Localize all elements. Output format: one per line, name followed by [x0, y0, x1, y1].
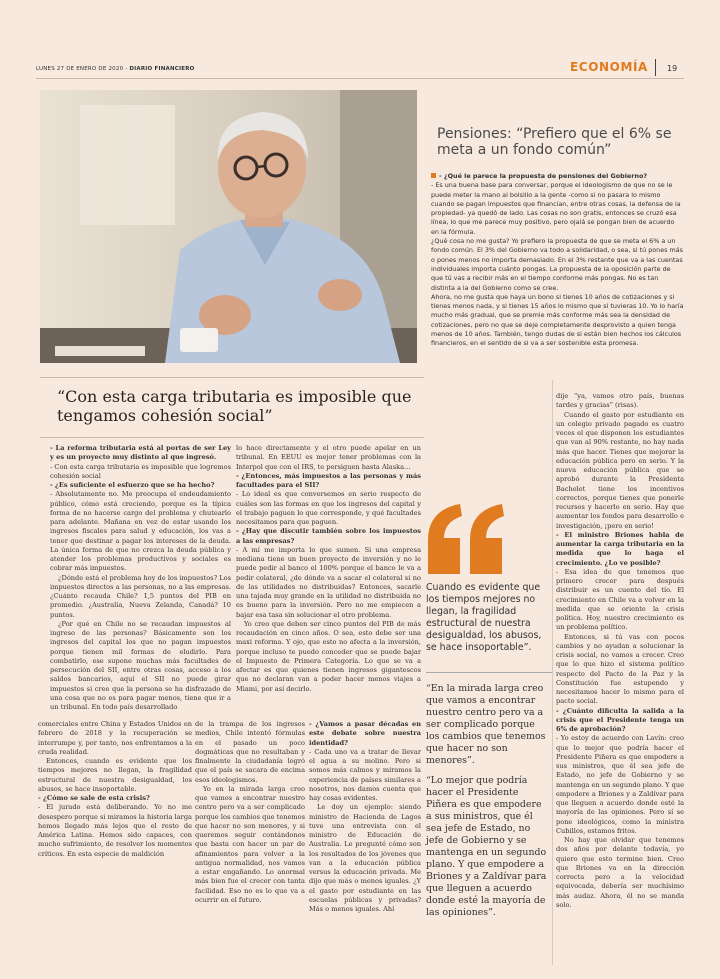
paragraph: - Esa idea de que tenemos que primero crecer para después distribuir es un cuento del tío. El crecimiento en Chile va a volver en la medida que se oriente la crisis política. Hoy, nuestro crecimiento es un problema político.: [556, 567, 684, 632]
man-portrait-illustration: [40, 90, 417, 363]
paragraph: ¿Qué cosa no me gusta? Yo prefiero la propuesta de que se meta el 6% a un fondo común. El 3% del Gobierno va todo a solidaridad, o sea, si tú pones más o pones menos no importa demasiado. En el 3% restante que va a las cuentas individuales importa cuánto pongas. La propuesta de la oposición parte de que tú vas a recibir más en el tiempo conforme más pongas. No es tan distinta a la del Gobierno como se cree.: [431, 237, 683, 292]
pensiones-title: Pensiones: “Prefiero que el 6% se meta a un fondo común”: [437, 126, 672, 158]
quote-mark-icon: [424, 500, 506, 576]
paragraph: ¿Por qué en Chile no se recaudan impuestos al ingreso de las personas? Básicamente son los ingresos del capital los que no pagan impuestos porque tienen mil formas de eludirlo. Para combatirlo, ese supone muchas más facultades de persecución del SII, entre otras cosas, acceso a los saldos bancarios, aquí el SII no puede girar impuestos si cree que la persona se ha disfrazado de una cosa que no es para pagar menos, tiene que ir a un tribunal. En todo país desarrollado: [50, 619, 231, 711]
article-column-5: [309, 720, 421, 914]
paragraph: lo hace directamente y el otro puede apelar en un tribunal. En EEUU es mejor tener problemas con la Interpol que con el IRS, te persiguen hasta Alaska…: [236, 444, 421, 471]
paragraph: - El jurado está deliberando. Yo no me desespero porque si miramos la historia larga hemos llegado más lejos que el resto de América Latina. Hemos sido capaces, con mucho sufrimiento, de resolver los momentos críticos. En esta especie de maldición: [38, 803, 192, 858]
question-text: - El ministro Briones habla de aumentar la carga tributaria en la medida que lo haga el crecimiento. ¿Lo ve posible?: [556, 530, 684, 567]
pull-quote-1: Cuando es evidente que los tiempos mejores no llegan, la fragilidad estructural de nuestra desigualdad, los abusos, se hace insoportable”.: [426, 582, 542, 653]
bullet-square-icon: [431, 173, 436, 178]
newspaper-name: DIARIO FINANCIERO: [129, 66, 195, 72]
paragraph: - Yo estoy de acuerdo con Lavín: creo que lo mejor que podría hacer el Presidente Piñera es que empodere a sus ministros, que él sea jefe de Estado, no jefe de Gobierno y se mantenga en un segundo plano. Y que empodere a Briones y a Zaldívar para que lleguen a acuerdo donde esté la mayoría de las opiniones. Pero sí se pone ideológicos, como la ministra Cubillos, estamos fritos.: [556, 734, 684, 835]
paragraph: Yo en la mirada larga creo que vamos a encontrar nuestro centro pero va a ser complicado porque los cambios que tenemos que hacer no son menores, y si queremos seguir contándonos que basta con hacer un par de afinamientos para volver a la antigua normalidad, nos vamos a estar engañando. Lo anormal más bien fue el crecer con tanta facilidad. Eso no es lo que va a ocurrir en el futuro.: [195, 784, 305, 904]
question-text: - ¿Hay que discutir también sobre los impuestos a las empresas?: [236, 527, 421, 545]
paragraph: Yo creo que deben ser cinco puntos del PIB de más recaudación en cinco años. O sea, esto debe ser una maxi reforma. Y ojo, que esto no afecta a la inversión, porque incluso te puedo conceder que se puede bajar el Impuesto de Primera Categoría. Lo que se va a afectar es que quienes tienen ingresos gigantescos que no declaran van a poder hacer menos viajes a Miami, por así decirlo.: [236, 619, 421, 693]
pull-quote-rule: [426, 672, 552, 673]
date-text: LUNES 27 DE ENERO DE 2020 -: [36, 66, 128, 72]
paragraph: dije “ya, vamos otro país, buenas tardes y gracias” (risas).: [556, 392, 684, 410]
paragraph: de la trampa de los ingresos medios, Chile intentó fórmulas en el pasado un poco dogmáticas que no resultaban y finalmente la ciudadanía logró que el país se sacara de encima esos ideologismos.: [195, 720, 305, 784]
paragraph: - Absolutamente no. Me preocupa el endeudamiento público, cómo está creciendo, porque es la típica forma de no hacerse cargo del problema y chutearlo para adelante. Mañana en vez de estar usando los ingresos fiscales para salud y educación, los vas a tener que destinar a pagar los intereses de la deuda. La única forma de que no crezca la deuda pública y atender los problemas productivos y sociales es cobrar más impuestos.: [50, 490, 231, 573]
pensiones-body: [431, 172, 684, 349]
paragraph: Ahora, no me gusta que haya un bono si tienes 10 años de cotizaciones y si tienes menos nada, y si tienes 15 años lo mismo que si tuvieras 10. Yo lo haría mucho más gradual, que se premie más conforme más sea la densidad de cotizaciones, pero no que se deje completamente desprovisto a quien tenga menos de 10 años. También, tengo dudas de si están bien hechos los cálculos financieros, en el sentido de si va a ser sostenible esta promesa.: [431, 292, 684, 348]
section-name: ECONOMÍA: [570, 60, 648, 74]
paragraph: - Con esta carga tributaria es imposible que logremos cohesión social: [50, 462, 231, 480]
pull-quote-2: “En la mirada larga creo que vamos a encontrar nuestro centro pero va a ser complicado porque los cambios que tenemos que hacer no son menores”.: [426, 683, 546, 766]
article-column-3: [38, 720, 192, 859]
paragraph: No hay que olvidar que tenemos dos años por delante todavía, yo quiero que esto termine bien. Creo que Briones va en la dirección correcta pero a la velocidad equivocada, debería ser muchísimo más audaz. Ahora, él no se manda solo.: [556, 836, 684, 909]
question-text: - La reforma tributaria está al portas de ser Ley y es un proyecto muy distinto al que ingresó.: [50, 444, 231, 462]
paragraph: [431, 172, 684, 181]
paragraph: Le doy un ejemplo: siendo ministro de Hacienda de Lagos tuve una entrevista con el ministro de Educación de Australia. Le pregunté cómo son los resultados de los jóvenes que van a la educación pública versus la educación privada. Me dijo que más o menos iguales. ¿Y el gasto por estudiante en las escuelas públicas y privadas? Más o menos iguales. Ahí: [309, 803, 421, 913]
section-divider: [655, 59, 656, 76]
page-number: 19: [667, 64, 678, 73]
paragraph: Entonces, si tú vas con pocos cambios y no ayudan a solucionar la crisis social, no vamos a crecer. Creo que lo que hizo el sistema político respecto del Pacto de la Paz y la Constitución fue estupendo y necesitamos hacer lo mismo para el pacto social.: [556, 632, 684, 706]
pull-quote-3: “Lo mejor que podría hacer el Presidente Piñera es que empodere a sus ministros, que él sea jefe de Estado, no jefe de Gobierno y se mantenga en un segundo plano. Y que empodere a Briones y a Zaldívar para que lleguen a acuerdo donde esté la mayoría de las opiniones”.: [426, 775, 547, 918]
interview-photo: [40, 90, 417, 363]
question-text: - ¿Entonces, más impuestos a las personas y más facultades para el SII?: [236, 471, 421, 489]
header-rule: [36, 78, 684, 79]
paragraph: - Es una buena base para conversar, porque el ideologismo de que no se le puede meter la mano al bolsillo a la gente -como si no pasara lo mismo cuando se pagan impuestos que financian, entre otras cosas, la defensa de la propiedad- ya quedó de lado. Las cosas no son gratis, entonces se cruzó esa línea, lo que me parece muy positivo, pero ojalá se pongan bien de acuerdo en la fórmula.: [431, 181, 681, 236]
question-text: - ¿Cómo se sale de esta crisis?: [38, 794, 150, 802]
article-column-2: [236, 444, 421, 694]
paragraph: - A mí me importa lo que sumen. Si una empresa mediana tiene un buen proyecto de inversión y no le puede pedir al banco el 100% porque el banco le va a pedir colateral, ¿de dónde va a sacar el colateral si no de las utilidades no distribuidas? Entonces, sacarle una tajada muy grande en la utilidad no distribuida no es bueno para la inversión. Pero no me empiecen a bajar esa tasa sin solucionar el otro problema.: [236, 545, 421, 619]
article-column-1: [50, 444, 231, 712]
question-text: - ¿Cuánto dificulta la salida a la crisis que el Presidente tenga un 6% de aprobación?: [556, 706, 684, 733]
article-column-4: [195, 720, 305, 905]
column-divider: [552, 380, 553, 965]
question-text: - ¿Es suficiente el esfuerzo que se ha hecho?: [50, 481, 215, 489]
paragraph: comerciales entre China y Estados Unidos en febrero de 2018 y la recuperación se interrumpe y, por tanto, nos enfrentamos a la cruda realidad.: [38, 720, 192, 756]
masthead-date: [36, 66, 195, 72]
paragraph: Entonces, cuando es evidente que los tiempos mejores no llegan, la fragilidad estructural de nuestra desigualdad, los abusos, se hace insoportable.: [38, 757, 192, 793]
paragraph: ¿Dónde está el problema hoy de los impuestos? Los impuestos directos a las personas, no a las empresas. ¿Cuánto recauda Chile? 1,5 puntos del PIB en promedio. ¿Australia, Nueva Zelanda, Canadá? 10 puntos.: [50, 573, 231, 619]
article-headline: “Con esta carga tributaria es imposible que tengamos cohesión social”: [57, 387, 412, 425]
paragraph: - Cada uno va a tratar de llevar el agua a su molino. Pero si somos más calmos y miramos la experiencia de países similares a nosotros, nos damos cuenta que hay cosas evidentes.: [309, 747, 421, 802]
paragraph: - Lo ideal es que conversemos en serio respecto de cuáles son las formas en que los ingresos del capital y el trabajo paguen lo que corresponde, y qué facultades necesitamos para que paguen.: [236, 490, 421, 526]
article-column-6: [556, 392, 684, 910]
paragraph: Cuando el gasto por estudiante en un colegio privado pagado es cuatro veces el que disponen los estudiantes que van al 90% restante, no hay nada más que hacer. Tienes que mejorar la educación pública pero en serio. Y la nueva educación pública que se aprobó durante la Presidenta Bachelet tiene los incentivos correctos, porque tienes que ponerle recursos y hacerlo en serio. Hay que aumentar los fondos para desarrollo e investigación, ¡pero en serio!: [556, 410, 684, 530]
question-text: - ¿Vamos a pasar décadas en este debate sobre nuestra identidad?: [309, 720, 421, 747]
question-text: - ¿Qué le parece la propuesta de pensiones del Gobierno?: [439, 172, 648, 180]
headline-rule-top: [40, 377, 424, 378]
headline-rule-bottom: [40, 437, 424, 438]
